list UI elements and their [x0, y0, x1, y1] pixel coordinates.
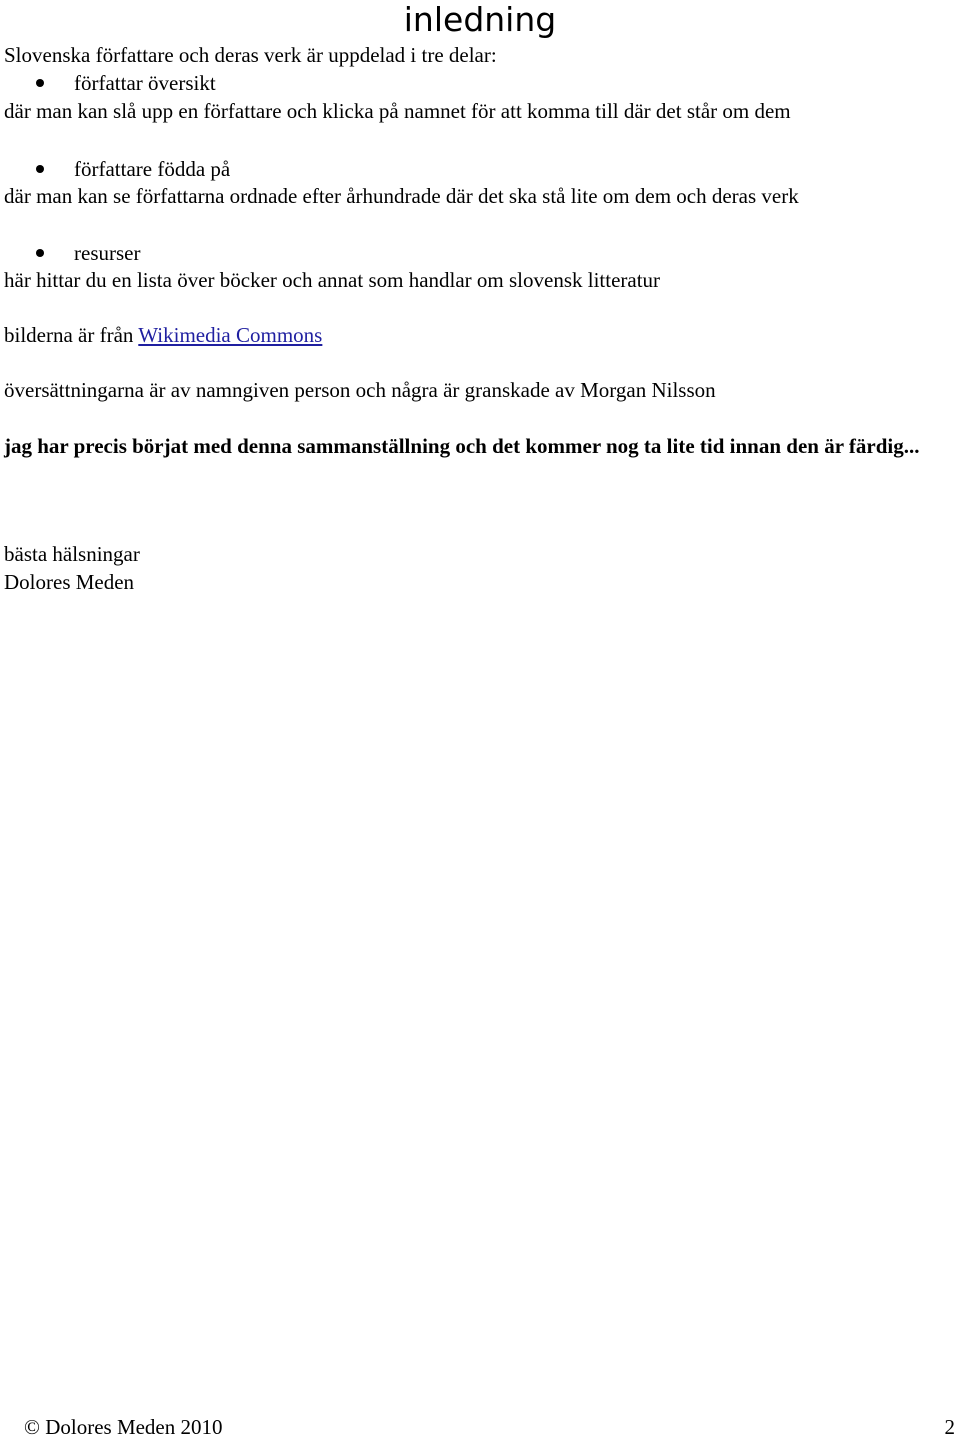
- bullet-item-authors-born: [36, 156, 230, 182]
- bullet-label: författar översikt: [74, 71, 216, 95]
- wikimedia-commons-link[interactable]: Wikimedia Commons: [138, 323, 323, 347]
- images-credit: [4, 322, 322, 348]
- bullet-icon: [36, 165, 44, 173]
- translations-note: översättningarna är av namngiven person och några är granskade av Morgan Nilsson: [4, 378, 716, 402]
- page-title: inledning: [403, 0, 557, 39]
- images-credit-prefix: bilderna är från: [4, 323, 139, 347]
- section-description: där man kan se författarna ordnade efter århundrade där det ska stå lite om dem och deras verk: [4, 184, 799, 208]
- section-description: där man kan slå upp en författare och klicka på namnet för att komma till där det står om dem: [4, 99, 791, 123]
- bullet-icon: [36, 79, 44, 87]
- intro-text: Slovenska författare och deras verk är uppdelad i tre delar:: [4, 43, 497, 67]
- page-number: 2: [944, 1415, 955, 1439]
- greeting: bästa hälsningar: [4, 542, 140, 566]
- bullet-label: författare födda på: [74, 157, 231, 181]
- bullet-item-author-overview: [36, 70, 216, 96]
- section-description: här hittar du en lista över böcker och annat som handlar om slovensk litteratur: [4, 268, 661, 292]
- work-in-progress-note: jag har precis börjat med denna sammanställning och det kommer nog ta lite tid innan den är färdig...: [4, 434, 920, 458]
- bullet-icon: [36, 249, 44, 257]
- bullet-label: resurser: [74, 241, 141, 265]
- footer-copyright: © Dolores Meden 2010: [24, 1415, 223, 1439]
- bullet-item-resources: [36, 240, 140, 266]
- signature: Dolores Meden: [4, 570, 135, 594]
